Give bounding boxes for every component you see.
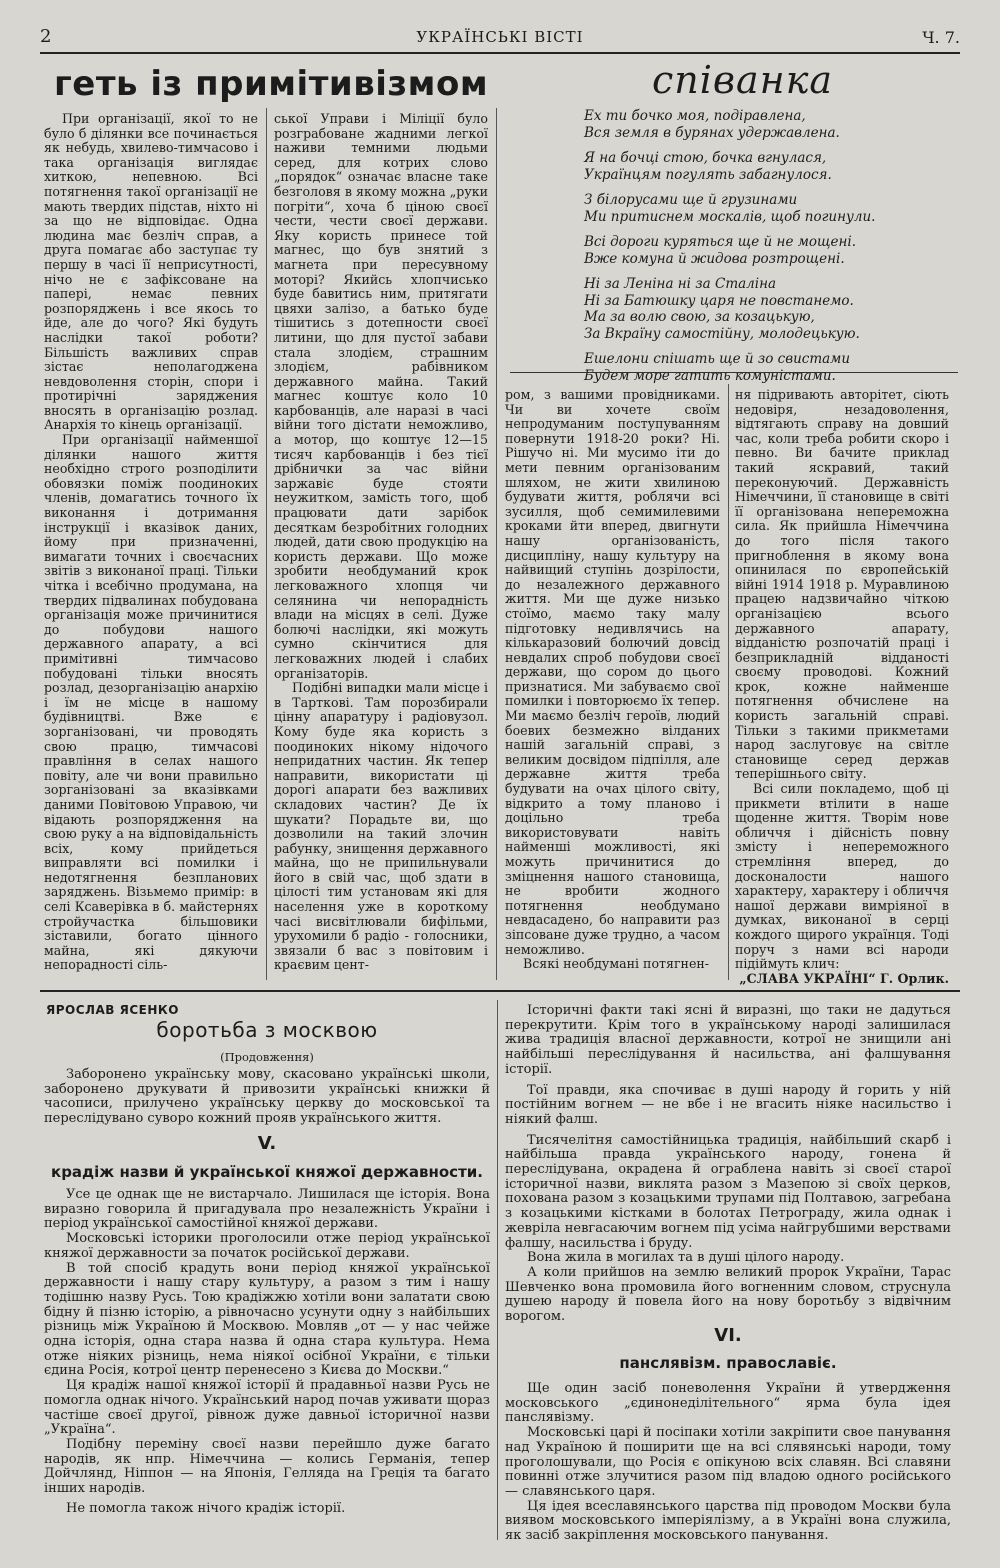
- article2-section5-text: [44, 1188, 490, 1516]
- article2-continued-note: (Продовження): [220, 1050, 314, 1064]
- paragraph: Тисячелітня самостійницька традиція, найбільший скарб і найбільша правда українського народу, гонена й переслідувана, окрадена й ограблена навіть зі своєї старої історичної назви, виклята разом з Мазепою зі своїх церков, похована разом з козацькими трупами під Полтавою, загребана з козацькими кістками в болотах Петрограду, жила однак і жевріла невгасаючим вогнем під усіма найгрубшими верствами фалшу, насильства і бруду.: [505, 1132, 951, 1251]
- song-line: Ех ти бочко моя, подіравлена,: [584, 108, 806, 124]
- column-divider: [496, 108, 497, 980]
- song-line: Ні за Леніна ні за Сталіна: [584, 276, 777, 292]
- newspaper-name: УКРАЇНСЬКІ ВІСТІ: [416, 28, 584, 46]
- article1-column-3: [505, 388, 720, 972]
- paragraph: В той спосіб крадуть вони період княжої української державности і нашу стару культуру, а разом з тим і нашу тодішню назву Русь. Тою крадіжжю хотіли вони залатати свою бідну й пізню історію, а рівночасно усунути одну з найбільших різниць між Україною й Москвою. Мовляв „от — у нас чейже одна історія, одна стара назва й одна стара культура. Нема отже ніяких різниць, нема ніякої осібної України, є тільки єдина Росія, котрої центр перенесено з Києва до Москви.“: [44, 1260, 490, 1379]
- article2-section5-number: V.: [257, 1133, 277, 1154]
- page-header: [40, 26, 960, 50]
- song-line: З білорусами ще й грузинами: [584, 192, 798, 208]
- song-bottom-rule: [510, 372, 958, 373]
- article2-section5-title: крадіж назви й української княжої державности.: [51, 1163, 483, 1181]
- paragraph: Ця ідея всеславянського царства під проводом Москви була виявом московського імперіялізму, а в Україні вона служила, як засіб закріплення московського панування.: [505, 1498, 951, 1544]
- song-stanza: [584, 108, 944, 141]
- column-divider: [728, 384, 729, 980]
- song-line: Ешелони спішать ще й зо свистами: [584, 351, 851, 367]
- song-line: Всі дороги куряться ще й не мощені.: [584, 234, 857, 250]
- paragraph: Московські царі й посіпаки хотіли закріпити свое панування над Україною й поширити ще на всі слявянські народи, тому проголошували, що Росія є опікуною всіх славян. Всі славяни повинні отже злучитися разом під владою одного російського — славянського царя.: [505, 1425, 951, 1499]
- paragraph: Ця крадіж нашої княжої історії й прадавньої назви Русь не помогла однак нічого. Український народ почав уживати щораз частіше своєї другої, рівнож дуже давньої історичної назви „Україна“.: [44, 1378, 490, 1438]
- article2-right-column: [505, 1004, 951, 1325]
- song-stanza: [584, 234, 944, 267]
- song-line: Ма за волю свою, за козацькую,: [584, 309, 815, 325]
- article1-closing-signature: „СЛАВА УКРАЇНІ“ Г. Орлик.: [739, 970, 949, 986]
- song-title: співанка: [652, 58, 834, 102]
- column-divider: [497, 1000, 498, 1540]
- column-divider: [266, 108, 267, 980]
- paragraph: Всі сили покладемо, щоб ці прикмети втілити в наше щоденне життя. Творім нове обличчя і дійсність повну змісту і непереможного стремління вперед, до досконалости нашого характеру, характеру і обличчя нашої держави вимріяної в думках, виконаної в серці кождого щирого українця. Тоді поруч з нами всі народи підіймуть клич:: [735, 781, 949, 972]
- article2-section6-title: панслявізм. православіє.: [619, 1354, 837, 1372]
- song-line: Вся земля в бурянах удержавлена.: [584, 124, 840, 141]
- article1-column-1: [44, 112, 258, 973]
- paragraph: Подібні випадки мали місце і в Тарткові. Там порозбирали цінну апаратуру і радіовузол. Кому буде яка користь з поодиноких нікому нідочого непридатних частин. Як тепер направити, використати ці дорогі апарати без важливих складових частин? Де їх шукати? Порадьте ви, що дозволили на такий злочин рабунку, знищення державного майна, що не припильнували його в свій час, щоб здати в цілості тим установам які для населення уже в короткому часі висвітлювали бифільми, урухомили б радіо - голосники, звязали б вас з повітовим і краєвим цент-: [274, 680, 488, 973]
- song-line: Ні за Батюшку царя не повстанемо.: [584, 292, 854, 309]
- section-rule: [40, 990, 960, 992]
- article2-title: боротьба з москвою: [156, 1018, 378, 1042]
- paragraph: Усе це однак ще не вистарчало. Лишилася ще історія. Вона виразно говорила й пригадувала про незалежність України і період української самостійної княжої держави.: [44, 1187, 490, 1232]
- song-line: Українцям погулять забагнулося.: [584, 166, 832, 183]
- paragraph: Тої правди, яка спочиває в душі народу й горить у ній постійним вогнем — не вбе і не вгасить ніяке насильство і ніякий фалш.: [505, 1082, 951, 1127]
- song-line: Вже комуна й жидова розтрощені.: [584, 250, 845, 267]
- paragraph: ром, з вашими провідниками. Чи ви хочете своїм непродуманим поступуванням повернути 1918-20 роки? Ні. Рішучо ні. Ми мусимо іти до мети певним організованим шляхом, не жити хвилиною будувати життя, роблячи всі зусилля, щоб семимилевими кроками йти вперед, двигнути нашу організованість, дисципліну, нашу культуру на найвищий ступінь дозрілости, до незалежного державного життя. Ми ще дуже низько стоїмо, маємо таку малу підготовку недивлячись на кількаразовий болючий довсід невдалих спроб побудови своєї держави, що сором до цього признатися. Ми забуваємо свої помилки і повторюємо їх тепер. Ми маємо безліч героїв, людий боевих безмежно вілданих нашій загальній справі, з великим досвідом підпілля, але державне життя треба будувати на очах цілого світу, відкрито а тому планово і доцільно треба використовувати навіть найменші можливості, які можуть причинитися до зміцнення нашого становища, не вробити жодного потягнення необдумано невдасадено, бо направити раз зіпсоване дуже трудно, а часом неможливо.: [505, 387, 720, 957]
- paragraph: А коли прийшов на землю великий пророк України, Тарас Шевченко вона промовила його вогненним словом, струснула душею народу й повела його на нову боротьбу з відвічним ворогом.: [505, 1264, 951, 1325]
- paragraph: Вона жила в могилах та в душі цілого народу.: [527, 1250, 845, 1266]
- issue-number: Ч. 7.: [922, 28, 960, 47]
- song-stanza: [584, 150, 944, 183]
- paragraph: Московські історики проголосили отже період української княжої державности за початок російської держави.: [44, 1231, 490, 1261]
- song-stanza: [584, 192, 944, 225]
- paragraph: При організації найменшої ділянки нашого життя необхідно строго розподілити обовязки поміж поодиноких членів, домагатись точного їх виконання і дотримання інструкції і вказівок даних, йому при призначенні, вимагати точних і своєчасних звітів з виконаної праці. Тільки чітка і всебічно продумана, на твердих підвалинах побудована організація може причинитися до побудови нашого державного апарату, а всі примітивні тимчасово побудовані тільки вносять розлад, дезорганізацію анархію і їм не місце в нашому будівництві. Вже є зорганізовані, чи проводять свою працю, тимчасові правління в селах нашого повіту, але чи вони правильно зорганізовані за вказівками даними Повітовою Управою, чи відають розпорядження на свою руку а на відповідальність всіх, кому прийдеться виправляти всі помилки і недотягнення безпланових заряджень. Візьмемо примір: в селі Ксаверівка в б. майстернях стройучастка більшовики зіставили, богато цінного майна, які дякуючи непорадності сіль-: [44, 432, 258, 973]
- page-number: 2: [40, 26, 52, 47]
- header-rule: [40, 52, 960, 54]
- song-poem: [584, 108, 944, 393]
- paragraph: ня підривають авторітет, сіють недовіря, незадоволення, відтягають справу на довший час, коли треба робити скоро і певно. Ви бачите приклад такий яскравий, такий переконуючий. Державність Німеччини, її становище в світі її організована непереможна сила. Як прийшла Німеччина до того після такого пригноблення в якому вона опинилася по європейській війні 1914 1918 р. Муравлиною працею надзвичайно чіткою організацією всього державного апарату, відданістю розпочатій праці і безприкладній відданості своєму проводові. Кожний крок, кожне найменше потягнення обчислене на користь загальній справі. Тільки з такими прикметами народ заслуговує на світле становище серед держав теперішнього світу.: [735, 387, 949, 782]
- song-line: Ми притиснем москалів, щоб погинули.: [584, 208, 876, 225]
- paragraph: При організації, якої то не було б ділянки все починається як небудь, хвилево-тимчасово і така організація виглядає хиткою, непевною. Всі потягнення такої організації не мають твердих підстав, ніхто ні за що не відповідає. Одна людина має безліч справ, а друга помагає або заступає ту першу в часі її неприсутності, нічо не є зафіксоване на папері, немає певних розпоряджень і все якось то йде, але до чого? Які будуть наслідки такої роботи? Більшість важливих справ зістає неполагоджена невдоволення сторін, спори і протирічні заряджения вносять в організацію розлад. Анархія то кінець організації.: [44, 111, 258, 433]
- song-stanza: [584, 351, 944, 384]
- article2-author: ЯРОСЛАВ ЯСЕНКО: [46, 1003, 179, 1017]
- song-line: Будем море гатить комуністами.: [584, 367, 836, 384]
- article2-section6-text: [505, 1382, 951, 1544]
- paragraph: Не помогла також нічого крадіж історії.: [66, 1500, 346, 1516]
- paragraph: Подібну переміну своєї назви перейшло дуже багато народів, як нпр. Німеччина — колись Германія, тепер Дойчлянд, Ніппон — на Японія, Гелляда на Греція та багато інших народів.: [44, 1436, 490, 1497]
- article1-column-4: [735, 388, 949, 986]
- song-line: Я на бочці стою, бочка вгнулася,: [584, 150, 827, 166]
- article2-intro: [44, 1068, 490, 1127]
- song-line: За Вкраїну самостійну, молодецькую.: [584, 325, 860, 342]
- paragraph: Ще один засіб поневолення України й утвердження московського „єдинонеділітельного“ ярма була ідея панслявізму.: [505, 1381, 951, 1426]
- paragraph: Заборонено українську мову, скасовано українські школи, заборонено друкувати й привозити українські книжки й часописи, прилучено українську церкву до московської та переслідувано суворо кожний прояв українського життя.: [44, 1067, 490, 1127]
- paragraph: Історичні факти такі ясні й виразні, що таки не дадуться перекрутити. Крім того в українському народі залишилася жива традиція власної державности, котрої не знищили ані найбільші переслідування й насильства, ані фалшування історії.: [505, 1003, 951, 1077]
- article1-column-2: [274, 112, 488, 973]
- paragraph: ської Управи і Міліції було розграбоване жадними легкої наживи темними людьми серед, для котрих слово „порядок“ означає власне таке безголовя в якому можна „руки погріти“, хоча б ціною своєї чести, чести своєї держави. Яку користь принесе той магнес, що був знятий з магнета при пересувному моторі? Якийсь хлопчисько буде бавитись ним, притягати цвяхи залізо, а батько буде тішитись з дотепности своєї литини, що для пустої забави стала злодієм, страшним злодієм, рабівником державного майна. Такий магнес коштує коло 10 карбованців, але наразі в часі війни того дістати неможливо, а мотор, що коштує 12—15 тисяч карбованців і без тієї дрібнички за час війни заржавіє буде стояти неужитком, замість того, щоб працювати дати зарібок десяткам безробітних голодних людей, дати свою продукцію на користь держави. Що може зробити необдуманий крок легковажного хлопця чи селянина чи непорадність влади на місцях в селі. Дуже болючі наслідки, які можуть сумно скінчитися для легковажних людей і слабих організаторів.: [274, 111, 488, 681]
- article2-section6-number: VI.: [714, 1325, 742, 1346]
- article1-title: геть із примітивізмом: [54, 64, 489, 104]
- song-stanza: [584, 276, 944, 342]
- paragraph: Всякі необдумані потягнен-: [523, 956, 710, 972]
